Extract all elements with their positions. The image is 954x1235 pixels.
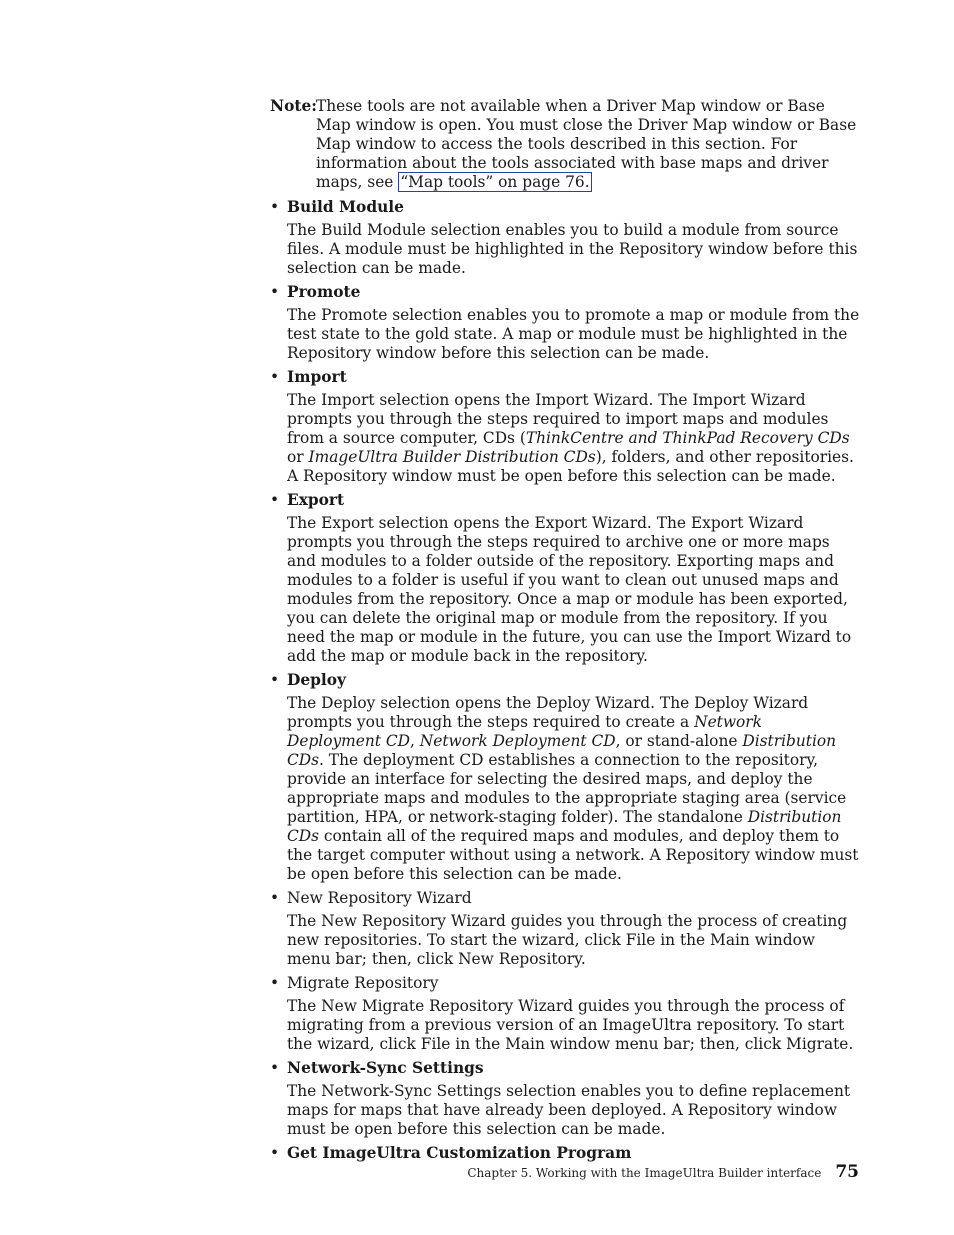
italic-term: ImageUltra Builder Distribution CDs xyxy=(308,448,596,466)
list-item xyxy=(270,1059,860,1139)
note-label: Note: xyxy=(270,97,317,115)
bullet-marker: • xyxy=(270,974,280,992)
bullet-marker: • xyxy=(270,491,280,509)
item-title: Build Module xyxy=(287,198,404,216)
item-title: Network-Sync Settings xyxy=(287,1059,484,1077)
description-text: The New Migrate Repository Wizard guides you through the process of migrating from a previous version of an ImageUltra repository. To start the wizard, click File in the Main window menu bar; then, click Migrate. xyxy=(287,997,854,1053)
description-text: ), folders, and other repositories. A Repository window must be open before this selection can be made. xyxy=(287,448,854,485)
italic-term: ThinkCentre and ThinkPad Recovery CDs xyxy=(525,429,850,447)
list-item xyxy=(270,1144,860,1163)
description-text: . The deployment CD establishes a connection to the repository, provide an interface for selecting the desired maps, and deploy the appropriate maps and modules to the appropriate staging area (service partition, HPA, or network-staging folder). The standalone xyxy=(287,751,847,826)
item-title: Promote xyxy=(287,283,361,301)
item-title: New Repository Wizard xyxy=(287,889,472,907)
list-item xyxy=(270,368,860,486)
list-item xyxy=(270,198,860,278)
chapter-title: Chapter 5. Working with the ImageUltra Builder interface xyxy=(467,1166,822,1180)
list-item xyxy=(270,671,860,884)
description-text: , xyxy=(410,732,420,750)
italic-term: Network Deployment CD xyxy=(287,713,762,750)
description-text: The Import selection opens the Import Wizard. The Import Wizard prompts you through the steps required to import maps and modules from a source computer, CDs ( xyxy=(287,391,829,447)
item-description xyxy=(287,912,860,969)
bullet-marker: • xyxy=(270,671,280,689)
description-text: contain all of the required maps and modules, and deploy them to the target computer without using a network. A Repository window must be open before this selection can be made. xyxy=(287,827,859,883)
bullet-marker: • xyxy=(270,368,280,386)
page-footer xyxy=(467,1162,859,1184)
description-text: The Deploy selection opens the Deploy Wizard. The Deploy Wizard prompts you through the steps required to create a xyxy=(287,694,809,731)
item-description xyxy=(287,221,860,278)
description-text: The Network-Sync Settings selection enables you to define replacement maps for maps that have already been deployed. A Repository window must be open before this selection can be made. xyxy=(287,1082,851,1138)
bullet-marker: • xyxy=(270,198,280,216)
note-block xyxy=(270,97,860,192)
description-text: The New Repository Wizard guides you through the process of creating new repositories. To start the wizard, click File in the Main window menu bar; then, click New Repository. xyxy=(287,912,848,968)
list-item xyxy=(270,889,860,969)
description-text: , or stand-alone xyxy=(615,732,743,750)
bullet-marker: • xyxy=(270,1059,280,1077)
list-item xyxy=(270,491,860,666)
description-text: The Build Module selection enables you to build a module from source files. A module must be highlighted in the Repository window before this selection can be made. xyxy=(287,221,858,277)
item-title: Import xyxy=(287,368,347,386)
bullet-marker: • xyxy=(270,283,280,301)
item-title: Get ImageUltra Customization Program xyxy=(287,1144,632,1162)
page-number: 75 xyxy=(835,1162,859,1182)
description-text: The Export selection opens the Export Wizard. The Export Wizard prompts you through the steps required to archive one or more maps and modules to a folder outside of the repository. Exporting maps and modules to a folder is useful if you want to clean out unused maps and modules from the repository. Once a map or module has been exported, you can delete the original map or module from the repository. If you need the map or module in the future, you can use the Import Wizard to add the map or module back in the repository. xyxy=(287,514,852,665)
item-description xyxy=(287,997,860,1054)
item-title: Migrate Repository xyxy=(287,974,439,992)
description-text: The Promote selection enables you to promote a map or module from the test state to the gold state. A map or module must be highlighted in the Repository window before this selection can be made. xyxy=(287,306,860,362)
list-item xyxy=(270,283,860,363)
italic-term: Distribution CDs xyxy=(287,808,842,845)
map-tools-link[interactable]: “Map tools” on page 76. xyxy=(400,173,590,191)
item-title: Deploy xyxy=(287,671,346,689)
main-content xyxy=(270,97,860,1163)
item-description xyxy=(287,306,860,363)
item-title: Export xyxy=(287,491,345,509)
italic-term: Distribution CDs xyxy=(287,732,837,769)
description-text: or xyxy=(287,448,309,466)
item-description xyxy=(287,1082,860,1139)
item-description xyxy=(287,694,860,884)
item-description xyxy=(287,514,860,666)
tool-list xyxy=(270,198,860,1163)
list-item xyxy=(270,974,860,1054)
item-description xyxy=(287,391,860,486)
bullet-marker: • xyxy=(270,889,280,907)
bullet-marker: • xyxy=(270,1144,280,1162)
italic-term: Network Deployment CD xyxy=(419,732,616,750)
note-text: These tools are not available when a Driver Map window or Base Map window is open. You must close the Driver Map window or Base Map window to access the tools described in this section. For information about the tools associated with base maps and driver maps, see xyxy=(316,97,857,191)
